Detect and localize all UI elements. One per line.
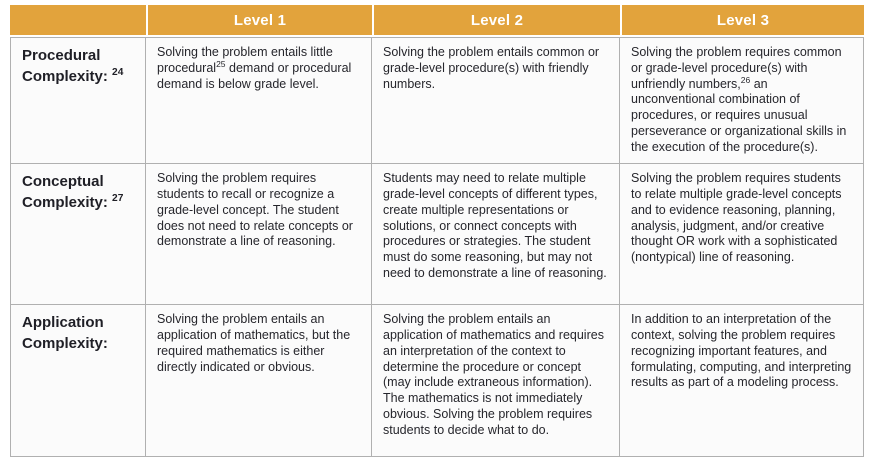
cell-application-level-1 bbox=[146, 305, 372, 457]
row-label-text: Conceptual Complexity: bbox=[22, 173, 108, 211]
header-level-3: Level 3 bbox=[620, 5, 864, 37]
header-corner bbox=[10, 5, 146, 37]
row-label-text: Procedural Complexity: bbox=[22, 47, 108, 85]
cell-text: Solving the problem entails common or grade-level procedure(s) with friendly numbers. bbox=[383, 45, 600, 91]
cell-text: Solving the problem requires common or grade-level procedure(s) with unfriendly numbers, bbox=[631, 45, 842, 91]
cell-text: Solving the problem requires students to relate multiple grade-level concepts and to evidence reasoning, planning, analysis, judgment, and/or creative thought OR work with a sophisticated (nontypical) line of reasoning. bbox=[631, 171, 842, 264]
footnote-ref: 27 bbox=[112, 192, 124, 204]
header-level-2: Level 2 bbox=[372, 5, 620, 37]
cell-application-level-3 bbox=[620, 305, 864, 457]
cell-text: Solving the problem entails little procedural bbox=[157, 45, 333, 75]
cell-text: In addition to an interpretation of the context, solving the problem requires recognizing important features, and formulating, computing, and interpreting results as part of a modeling process. bbox=[631, 312, 852, 390]
row-label-text: Application Complexity: bbox=[22, 314, 108, 352]
cell-procedural-level-2 bbox=[372, 37, 620, 164]
cell-procedural-level-1 bbox=[146, 37, 372, 164]
row-label-procedural-complexity bbox=[10, 37, 146, 164]
cell-application-level-2 bbox=[372, 305, 620, 457]
table-row-application bbox=[10, 305, 864, 457]
cell-text: Solving the problem requires students to recall or recognize a grade-level concept. The student does not need to relate concepts or demonstrate a line of reasoning. bbox=[157, 171, 353, 249]
cell-conceptual-level-1 bbox=[146, 164, 372, 305]
cell-text: Solving the problem entails an application of mathematics, but the required mathematics is either directly indicated or obvious. bbox=[157, 312, 351, 374]
table-row-procedural bbox=[10, 37, 864, 164]
footnote-ref: 26 bbox=[740, 74, 751, 85]
cell-procedural-level-3 bbox=[620, 37, 864, 164]
row-label-application-complexity bbox=[10, 305, 146, 457]
cell-conceptual-level-2 bbox=[372, 164, 620, 305]
cell-conceptual-level-3 bbox=[620, 164, 864, 305]
footnote-ref: 25 bbox=[216, 58, 226, 69]
header-row bbox=[10, 5, 864, 37]
table-row-conceptual bbox=[10, 164, 864, 305]
complexity-rubric-table bbox=[10, 5, 864, 457]
header-level-1: Level 1 bbox=[146, 5, 372, 37]
cell-text: demand or procedural demand is below grade level. bbox=[157, 60, 352, 91]
cell-text: an unconventional combination of procedures, or requires unusual perseverance or organizational skills in the execution of the procedure(s). bbox=[631, 76, 847, 154]
cell-text: Solving the problem entails an application of mathematics and requires an interpretation of the context to determine the procedure or concept (may include extraneous information). The mathematics is not immediately obvious. Solving the problem requires students to decide what to do. bbox=[383, 312, 604, 437]
footnote-ref: 24 bbox=[112, 66, 124, 78]
cell-text: Students may need to relate multiple grade-level concepts of different types, create multiple representations or solutions, or connect concepts with procedures or strategies. The student must do some reasoning, but may not need to demonstrate a line of reasoning. bbox=[383, 171, 607, 280]
row-label-conceptual-complexity bbox=[10, 164, 146, 305]
